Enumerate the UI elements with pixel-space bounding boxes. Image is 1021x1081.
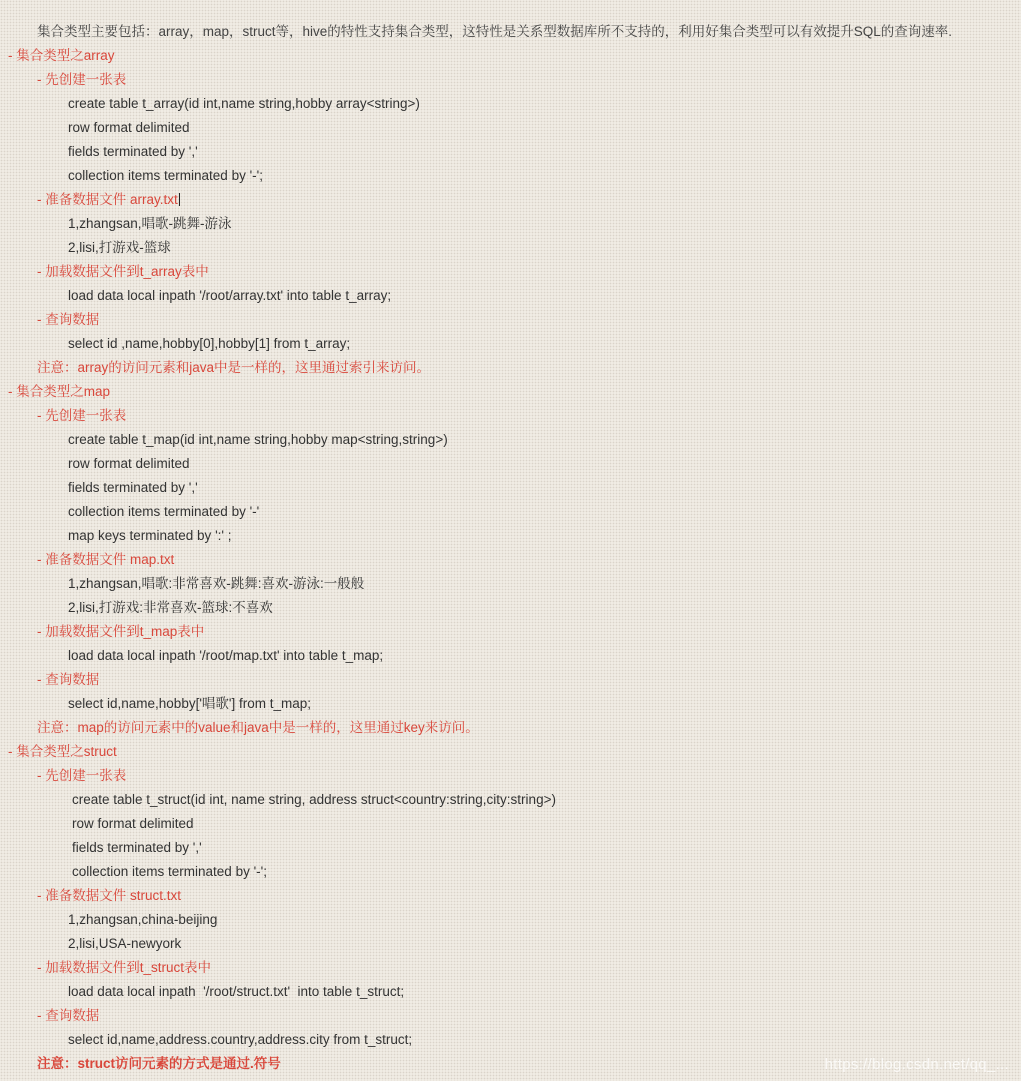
map-create-line: create table t_map(id int,name string,hobby map<string,string>) [68,432,448,447]
map-create-heading: - 先创建一张表 [37,408,127,423]
array-data-heading-text: - 准备数据文件 array.txt [37,192,178,207]
map-data-line: 2,lisi,打游戏:非常喜欢-篮球:不喜欢 [68,600,273,615]
struct-create-line: fields terminated by ',' [72,840,202,855]
array-create-line: collection items terminated by '-'; [68,168,263,183]
struct-create-heading: - 先创建一张表 [37,768,127,783]
struct-create-line: create table t_struct(id int, name string, address struct<country:string,city:string>) [72,792,556,807]
array-data-line: 2,lisi,打游戏-篮球 [68,240,171,255]
map-note: 注意：map的访问元素中的value和java中是一样的，这里通过key来访问。 [37,720,479,735]
map-query-line: select id,name,hobby['唱歌'] from t_map; [68,696,312,711]
map-data-heading: - 准备数据文件 map.txt [37,552,175,567]
struct-create-line: collection items terminated by '-'; [72,864,267,879]
array-create-heading: - 先创建一张表 [37,72,127,87]
array-data-line: 1,zhangsan,唱歌-跳舞-游泳 [68,216,232,231]
intro-text: 集合类型主要包括：array，map，struct等，hive的特性支持集合类型，这特性是关系型数据库所不支持的，利用好集合类型可以有效提升SQL的查询速率. [37,24,953,39]
map-create-line: map keys terminated by ':' ; [68,528,232,543]
array-data-heading [37,192,180,208]
array-query-line: select id ,name,hobby[0],hobby[1] from t_array; [68,336,351,351]
array-load-line: load data local inpath '/root/array.txt' into table t_array; [68,288,392,303]
map-query-heading: - 查询数据 [37,672,100,687]
struct-query-heading: - 查询数据 [37,1008,100,1023]
map-create-line: collection items terminated by '-' [68,504,260,519]
map-load-line: load data local inpath '/root/map.txt' into table t_map; [68,648,384,663]
map-create-line: fields terminated by ',' [68,480,198,495]
array-create-line: row format delimited [68,120,190,135]
array-create-line: fields terminated by ',' [68,144,198,159]
map-data-line: 1,zhangsan,唱歌:非常喜欢-跳舞:喜欢-游泳:一般般 [68,576,365,591]
struct-data-heading: - 准备数据文件 struct.txt [37,888,182,903]
struct-note: 注意：struct访问元素的方式是通过.符号 [37,1056,281,1071]
section-heading-struct: - 集合类型之struct [8,744,117,759]
text-cursor [179,193,180,206]
array-load-heading: - 加载数据文件到t_array表中 [37,264,209,279]
map-create-line: row format delimited [68,456,190,471]
array-note: 注意：array的访问元素和java中是一样的，这里通过索引来访问。 [37,360,431,375]
section-heading-array: - 集合类型之array [8,48,115,63]
struct-data-line: 1,zhangsan,china-beijing [68,912,218,927]
struct-data-line: 2,lisi,USA-newyork [68,936,182,951]
array-create-line: create table t_array(id int,name string,hobby array<string>) [68,96,420,111]
map-load-heading: - 加载数据文件到t_map表中 [37,624,205,639]
watermark: https://blog.csdn.net/qq_... [824,1056,1009,1073]
section-heading-map: - 集合类型之map [8,384,111,399]
struct-load-heading: - 加载数据文件到t_struct表中 [37,960,212,975]
array-query-heading: - 查询数据 [37,312,100,327]
struct-query-line: select id,name,address.country,address.city from t_struct; [68,1032,413,1047]
struct-create-line: row format delimited [72,816,194,831]
struct-load-line: load data local inpath '/root/struct.txt' into table t_struct; [68,984,405,999]
